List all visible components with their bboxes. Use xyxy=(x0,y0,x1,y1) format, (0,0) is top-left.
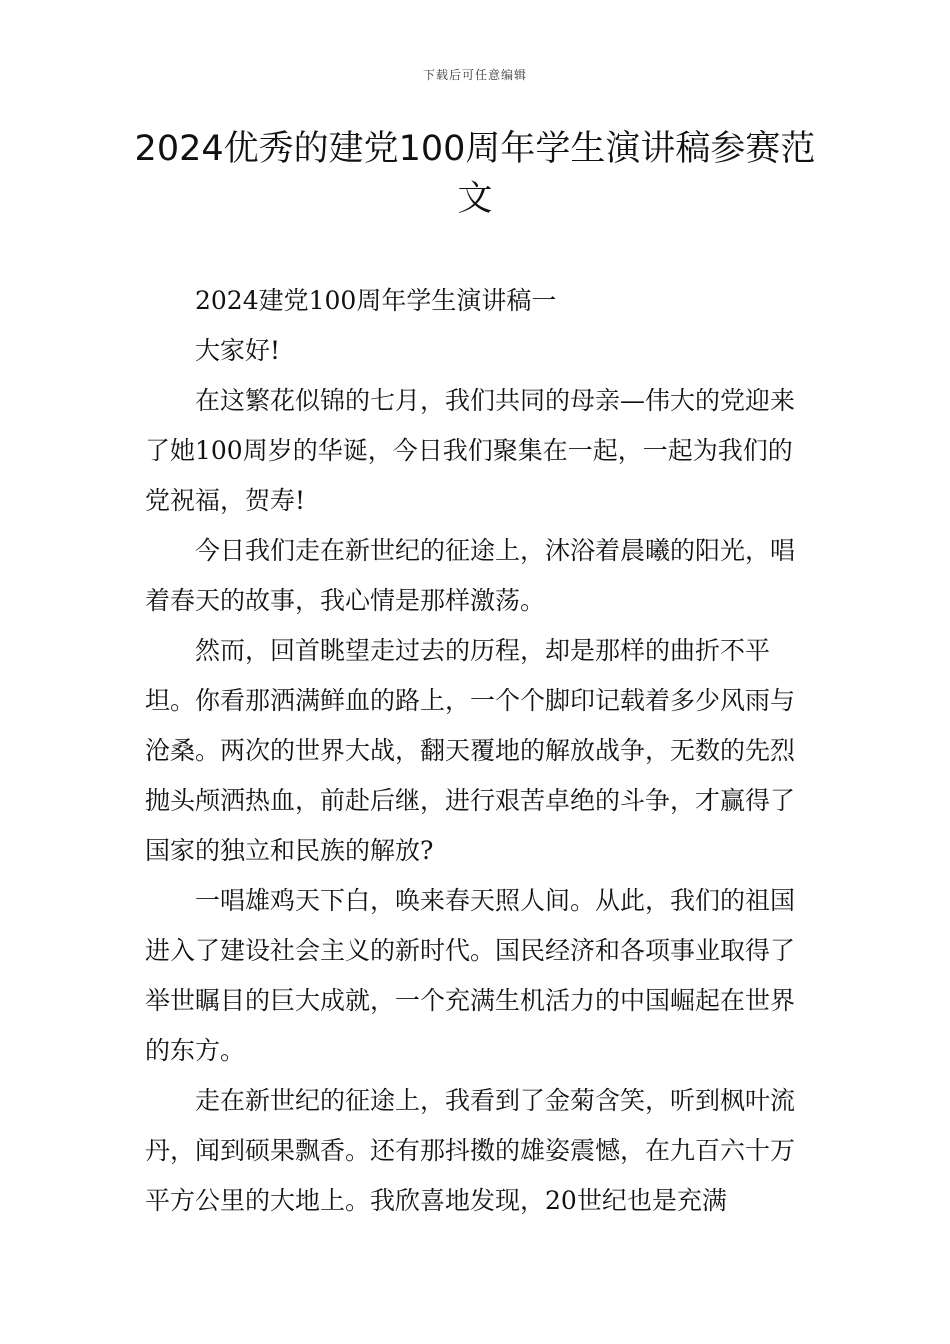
header-note: 下载后可任意编辑 xyxy=(422,68,527,82)
document-title: 2024优秀的建党100周年学生演讲稿参赛范文 xyxy=(134,129,816,219)
speech-heading: 2024建党100周年学生演讲稿一 xyxy=(195,286,557,315)
body-paragraph: 在这繁花似锦的七月，我们共同的母亲—伟大的党迎来了她100周岁的华诞，今日我们聚集在一起，一起为我们的党祝福，贺寿! xyxy=(145,386,796,515)
body-paragraph: 今日我们走在新世纪的征途上，沐浴着晨曦的阳光，唱着春天的故事，我心情是那样激荡。 xyxy=(145,536,796,615)
body-paragraph: 走在新世纪的征途上，我看到了金菊含笑，听到枫叶流丹，闻到硕果飘香。还有那抖擞的雄姿震憾，在九百六十万平方公里的大地上。我欣喜地发现，20世纪也是充满 xyxy=(145,1086,796,1215)
body-paragraph: 一唱雄鸡天下白，唤来春天照人间。从此，我们的祖国进入了建设社会主义的新时代。国民经济和各项事业取得了举世瞩目的巨大成就，一个充满生机活力的中国崛起在世界的东方。 xyxy=(145,886,796,1065)
document-body xyxy=(145,276,805,1226)
greeting-paragraph: 大家好! xyxy=(195,336,281,365)
body-paragraph: 然而，回首眺望走过去的历程，却是那样的曲折不平坦。你看那洒满鲜血的路上，一个个脚印记载着多少风雨与沧桑。两次的世界大战，翻天覆地的解放战争，无数的先烈抛头颅洒热血，前赴后继，进行艰苦卓绝的斗争，才赢得了国家的独立和民族的解放? xyxy=(145,636,796,865)
